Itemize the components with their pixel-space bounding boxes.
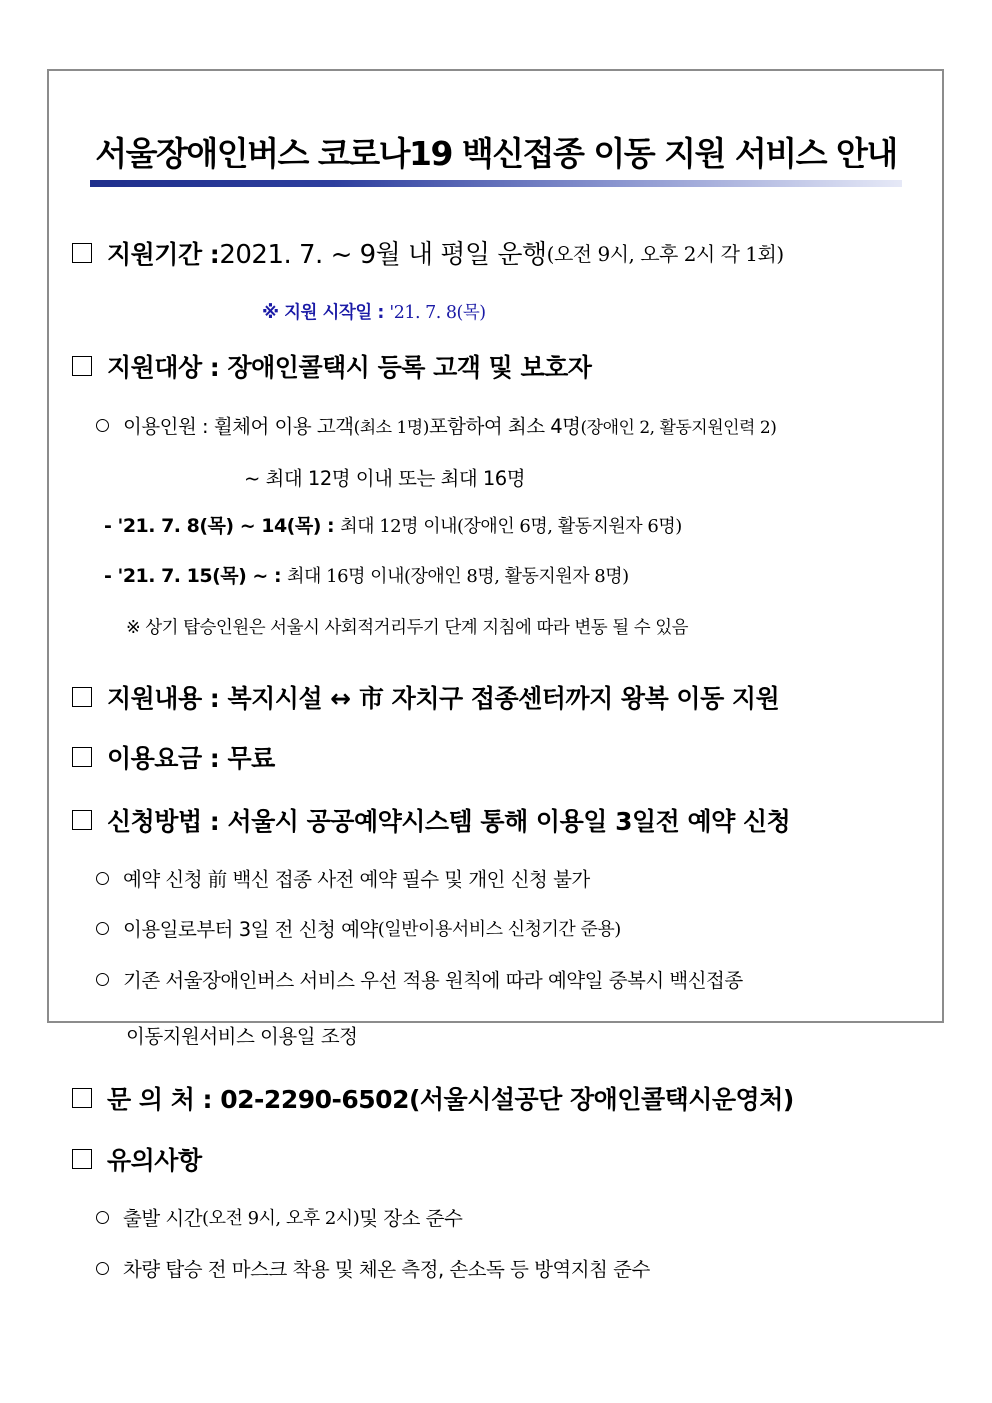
bullet-text: 차량 탑승 전 마스크 착용 및 체온 측정, 손소독 등 방역지침 준수 bbox=[123, 1258, 650, 1281]
bullet-quarantine-rules bbox=[96, 1254, 650, 1282]
checkbox-square-icon bbox=[72, 810, 92, 830]
bullet-paren-note: (일반이용서비스 신청기간 준용) bbox=[377, 919, 621, 940]
checkbox-square-icon bbox=[72, 356, 92, 376]
section-application bbox=[72, 802, 790, 838]
bullet-circle-icon bbox=[96, 1262, 109, 1275]
start-date-note bbox=[262, 299, 486, 324]
bullet-priority-rule-cont: 이동지원서비스 이용일 조정 bbox=[126, 1025, 358, 1048]
bullet-paren-note: (오전 9시, 오후 2시) bbox=[202, 1208, 360, 1229]
bullet-circle-icon bbox=[96, 1211, 109, 1224]
period-row-value: 최대 16명 이내(장애인 8명, 활동지원자 8명) bbox=[287, 566, 629, 587]
section-support-period bbox=[72, 234, 784, 271]
section-notes bbox=[72, 1141, 202, 1177]
section-fee bbox=[72, 739, 275, 775]
section-support-content bbox=[72, 679, 779, 715]
bullet-departure-time bbox=[96, 1203, 462, 1231]
bullet-circle-icon bbox=[96, 973, 109, 986]
period-row-value: 최대 12명 이내(장애인 6명, 활동지원자 6명) bbox=[340, 516, 682, 537]
title-underline bbox=[90, 180, 902, 187]
bullet-text: 기존 서울장애인버스 서비스 우선 적용 원칙에 따라 예약일 중복시 백신접종 bbox=[123, 969, 743, 992]
capacity-change-note: ※ 상기 탑승인원은 서울시 사회적거리두기 단계 지침에 따라 변동 될 수 있음 bbox=[126, 618, 689, 638]
bullet-users-count bbox=[96, 411, 776, 439]
bullet-apply-3days bbox=[96, 914, 621, 942]
section-target bbox=[72, 348, 591, 384]
bullet-priority-rule bbox=[96, 965, 743, 993]
section-contact bbox=[72, 1080, 794, 1116]
users-max-line: ~ 최대 12명 이내 또는 최대 16명 bbox=[244, 467, 526, 490]
users-label: 이용인원 : 휠체어 이용 고객 bbox=[123, 415, 354, 438]
period-text: 2021. 7. ~ 9월 내 평일 운행 bbox=[219, 240, 547, 270]
bullet-text: 예약 신청 前 백신 접종 사전 예약 필수 및 개인 신청 불가 bbox=[123, 868, 590, 891]
bullet-text: 이용일로부터 3일 전 신청 예약 bbox=[123, 918, 378, 941]
period-time-note: (오전 9시, 오후 2시 각 1회) bbox=[546, 242, 784, 266]
period-row-1 bbox=[104, 511, 682, 538]
bullet-prebook-required bbox=[96, 864, 590, 892]
checkbox-square-icon bbox=[72, 1149, 92, 1169]
checkbox-square-icon bbox=[72, 1088, 92, 1108]
section-label: 신청방법 : 서울시 공공예약시스템 통해 이용일 3일전 예약 신청 bbox=[107, 807, 791, 836]
section-label: 지원내용 : 복지시설 ↔ 市 자치구 접종센터까지 왕복 이동 지원 bbox=[107, 684, 780, 713]
section-label: 문 의 처 : 02-2290-6502(서울시설공단 장애인콜택시운영처) bbox=[107, 1085, 794, 1114]
start-date-value: '21. 7. 8(목) bbox=[389, 303, 486, 323]
checkbox-square-icon bbox=[72, 747, 92, 767]
checkbox-square-icon bbox=[72, 687, 92, 707]
start-date-label: ※ 지원 시작일 : bbox=[262, 303, 390, 323]
bullet-text-end: 및 장소 준수 bbox=[359, 1207, 463, 1230]
section-label: 유의사항 bbox=[107, 1146, 202, 1175]
section-label: 이용요금 : 무료 bbox=[107, 744, 275, 773]
period-row-2 bbox=[104, 561, 629, 588]
section-label: 지원기간 : bbox=[107, 239, 220, 269]
users-min-text: 포함하여 최소 4명 bbox=[428, 415, 581, 438]
users-min-note: (최소 1명) bbox=[353, 417, 429, 438]
document-title: 서울장애인버스 코로나19 백신접종 이동 지원 서비스 안내 bbox=[95, 134, 897, 173]
bullet-circle-icon bbox=[96, 419, 109, 432]
bullet-circle-icon bbox=[96, 872, 109, 885]
bullet-circle-icon bbox=[96, 922, 109, 935]
bullet-text: 출발 시간 bbox=[123, 1207, 203, 1230]
period-row-label: - '21. 7. 8(목) ~ 14(목) : bbox=[104, 515, 341, 537]
section-label: 지원대상 : 장애인콜택시 등록 고객 및 보호자 bbox=[107, 353, 592, 382]
period-row-label: - '21. 7. 15(목) ~ : bbox=[104, 565, 288, 587]
checkbox-square-icon bbox=[72, 243, 92, 263]
users-breakdown: (장애인 2, 활동지원인력 2) bbox=[580, 417, 777, 438]
